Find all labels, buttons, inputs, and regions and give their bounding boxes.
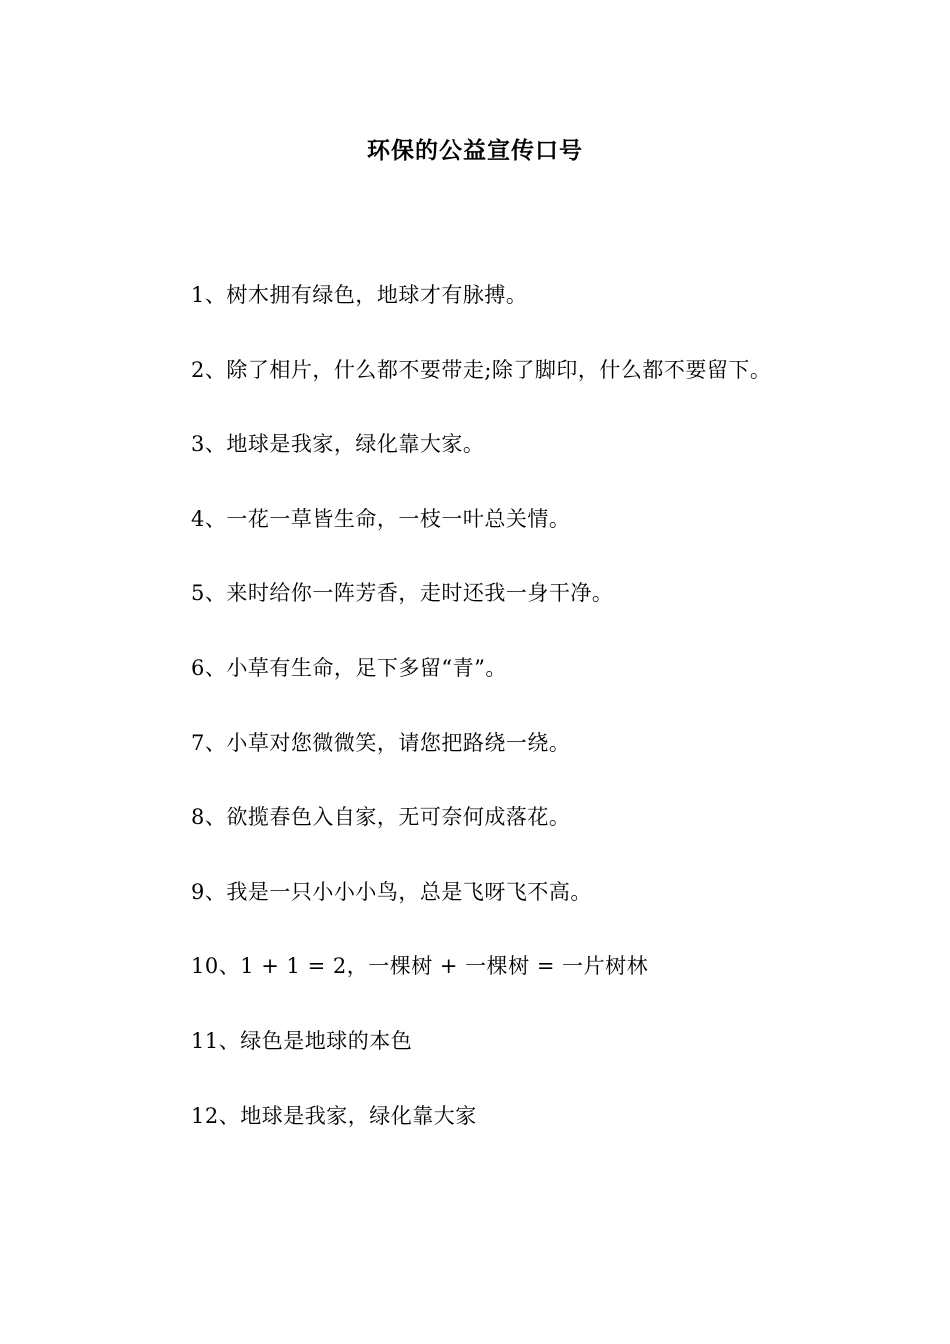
slogan-item-5: 5、来时给你一阵芳香，走时还我一身干净。 <box>191 581 614 606</box>
slogan-item-4: 4、一花一草皆生命，一枝一叶总关情。 <box>191 506 571 531</box>
slogan-item-7: 7、小草对您微微笑，请您把路绕一绕。 <box>191 730 571 755</box>
document-title: 环保的公益宣传口号 <box>367 138 583 164</box>
slogan-item-12: 12、地球是我家，绿化靠大家 <box>191 1103 477 1128</box>
slogan-item-11: 11、绿色是地球的本色 <box>191 1028 413 1053</box>
slogan-item-1: 1、树木拥有绿色，地球才有脉搏。 <box>191 283 528 307</box>
slogan-item-3: 3、地球是我家，绿化靠大家。 <box>191 432 485 457</box>
slogan-item-10: 10、1 + 1 = 2，一棵树 + 一棵树 = 一片树林 <box>191 954 649 979</box>
slogan-item-6: 6、小草有生命，足下多留“青”。 <box>191 655 507 680</box>
slogan-list <box>143 258 809 1153</box>
slogan-item-9: 9、我是一只小小小鸟，总是飞呀飞不高。 <box>191 879 592 904</box>
slogan-item-2: 2、除了相片，什么都不要带走;除了脚印，什么都不要留下。 <box>191 357 772 382</box>
slogan-item-8: 8、欲揽春色入自家，无可奈何成落花。 <box>191 805 571 830</box>
